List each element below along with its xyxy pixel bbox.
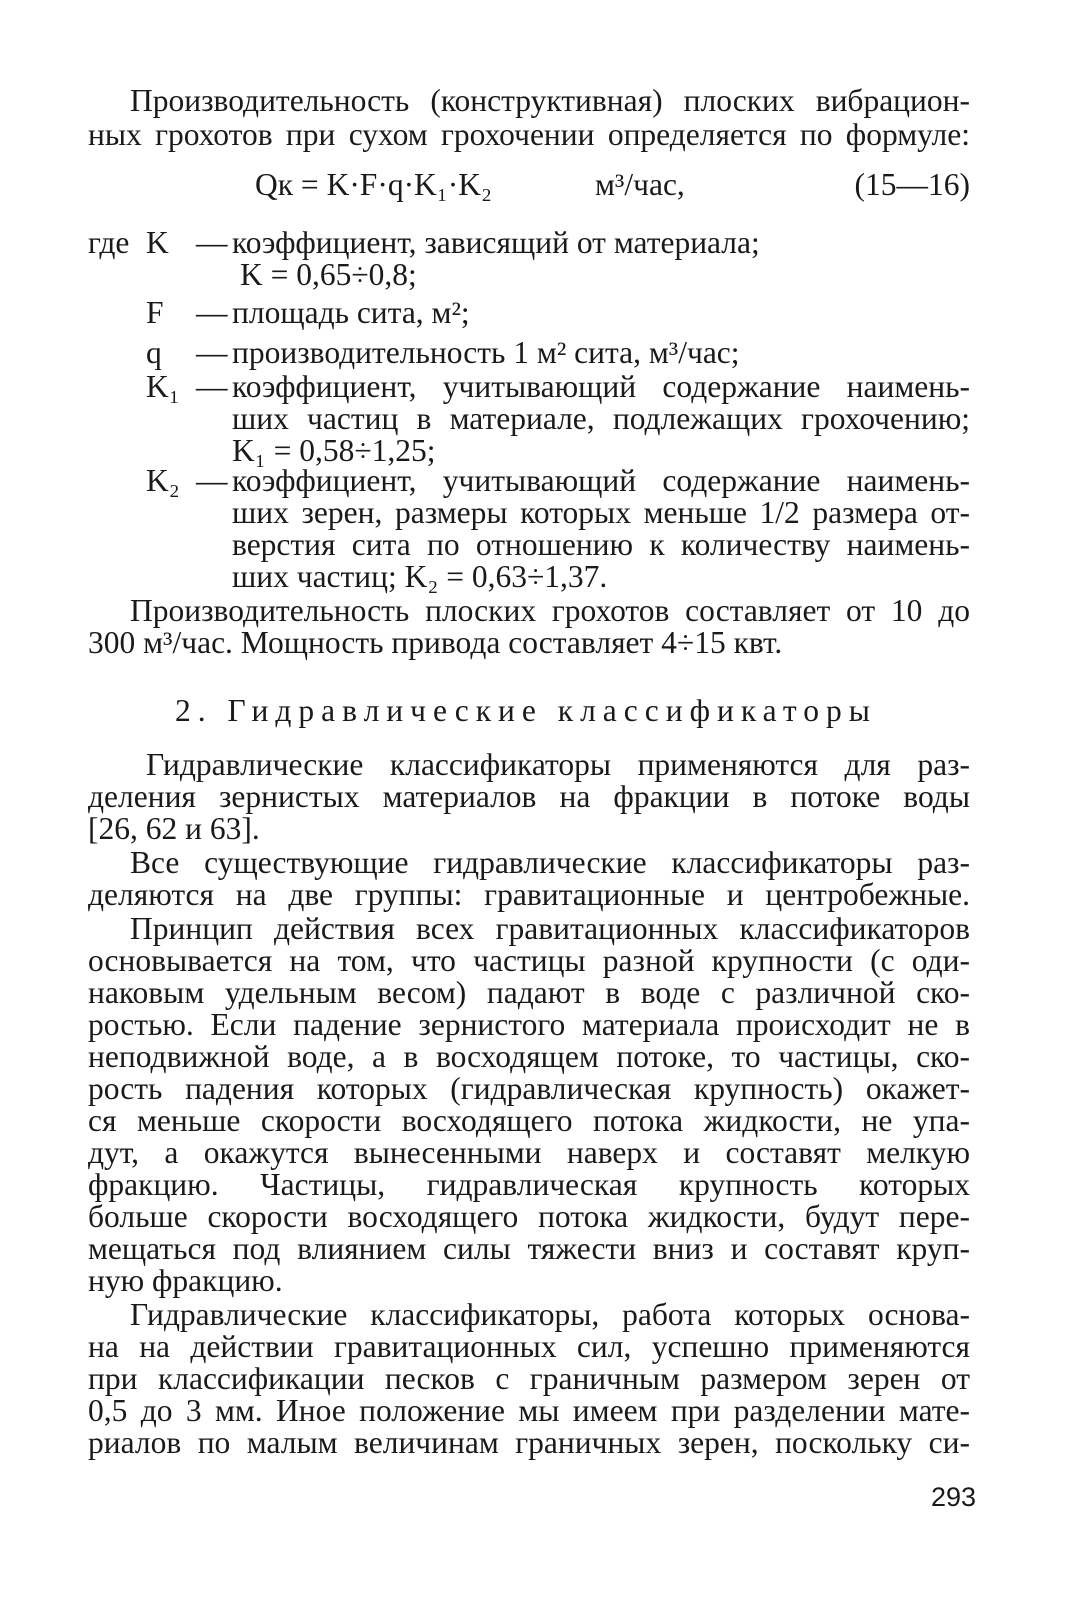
- def-k-line-2: K = 0,65÷0,8;: [240, 257, 417, 292]
- paragraph-line: наковым удельным весом) падают в воде с различной ско-: [88, 975, 970, 1010]
- paragraph-line: на на действии гравитационных сил, успешно применяются: [88, 1329, 970, 1364]
- def-k2-line-3: верстия сита по отношению к количеству наимень-: [232, 527, 970, 562]
- section-heading: 2. Гидравлические классификаторы: [175, 693, 877, 728]
- equation-number: (15—16): [854, 167, 970, 202]
- def-k1-line-3: K₁ = 0,58÷1,25;: [232, 433, 436, 468]
- def-symbol-f: F: [146, 295, 164, 330]
- paragraph-line: ростью. Если падение зернистого материала происходит не в: [88, 1007, 970, 1042]
- paragraph-line: Все существующие гидравлические классификаторы раз-: [130, 845, 970, 880]
- paragraph-line: 0,5 до 3 мм. Иное положение мы имеем при разделении мате-: [88, 1393, 970, 1428]
- def-symbol-q: q: [146, 335, 162, 370]
- paragraph-line: рость падения которых (гидравлическая крупность) окажет-: [88, 1071, 970, 1106]
- def-dash: —: [196, 463, 228, 498]
- paragraph-line: при классификации песков с граничным размером зерен от: [88, 1361, 970, 1396]
- paragraph-line: ную фракцию.: [88, 1263, 283, 1298]
- formula-units: м³/час,: [595, 167, 685, 202]
- def-dash: —: [196, 225, 228, 260]
- def-dash: —: [196, 369, 228, 404]
- page-number: 293: [930, 1482, 976, 1512]
- paragraph-line: неподвижной воде, а в восходящем потоке, то частицы, ско-: [88, 1039, 970, 1074]
- def-k-line-1: коэффициент, зависящий от материала;: [232, 225, 760, 260]
- intro-line-2: ных грохотов при сухом грохочении определяется по формуле:: [88, 117, 970, 152]
- paragraph-line: ся меньше скорости восходящего потока жидкости, не упа-: [88, 1103, 970, 1138]
- where-word: где: [88, 225, 130, 260]
- def-k2-line-4: ших частиц; K₂ = 0,63÷1,37.: [232, 559, 608, 594]
- def-symbol-k: K: [146, 225, 169, 260]
- paragraph-line: Гидравлические классификаторы применяются для раз-: [146, 747, 970, 782]
- def-symbol-k2: K₂: [146, 463, 180, 498]
- intro-line-1: Производительность (конструктивная) плоских вибрацион-: [130, 83, 970, 118]
- def-k1-line-1: коэффициент, учитывающий содержание наимень-: [232, 369, 970, 404]
- def-k1-line-2: ших частиц в материале, подлежащих грохочению;: [232, 401, 970, 436]
- def-dash: —: [196, 335, 228, 370]
- capacity-line-1: Производительность плоских грохотов составляет от 10 до: [130, 593, 970, 628]
- paragraph-line: [26, 62 и 63].: [88, 811, 260, 846]
- paragraph-line: Гидравлические классификаторы, работа которых основа-: [130, 1297, 970, 1332]
- paragraph-line: деления зернистых материалов на фракции в потоке воды: [88, 779, 970, 814]
- def-k2-line-2: ших зерен, размеры которых меньше 1/2 размера от-: [232, 495, 970, 530]
- paragraph-line: фракцию. Частицы, гидравлическая крупность которых: [88, 1167, 970, 1202]
- def-symbol-k1: K₁: [146, 369, 180, 404]
- def-f-line-1: площадь сита, м²;: [232, 295, 470, 330]
- paragraph-line: Принцип действия всех гравитационных классификаторов: [130, 911, 970, 946]
- def-q-line-1: производительность 1 м² сита, м³/час;: [232, 335, 740, 370]
- def-dash: —: [196, 295, 228, 330]
- paragraph-line: деляются на две группы: гравитационные и центробежные.: [88, 877, 970, 912]
- formula-expression: Qк = K·F·q·K₁·K₂: [255, 167, 493, 202]
- def-k2-line-1: коэффициент, учитывающий содержание наимень-: [232, 463, 970, 498]
- paragraph-line: дут, а окажутся вынесенными наверх и составят мелкую: [88, 1135, 970, 1170]
- paragraph-line: больше скорости восходящего потока жидкости, будут пере-: [88, 1199, 970, 1234]
- paragraph-line: основывается на том, что частицы разной крупности (с оди-: [88, 943, 970, 978]
- paragraph-line: мещаться под влиянием силы тяжести вниз и составят круп-: [88, 1231, 970, 1266]
- paragraph-line: риалов по малым величинам граничных зерен, поскольку си-: [88, 1425, 970, 1460]
- capacity-line-2: 300 м³/час. Мощность привода составляет 4÷15 квт.: [88, 625, 783, 660]
